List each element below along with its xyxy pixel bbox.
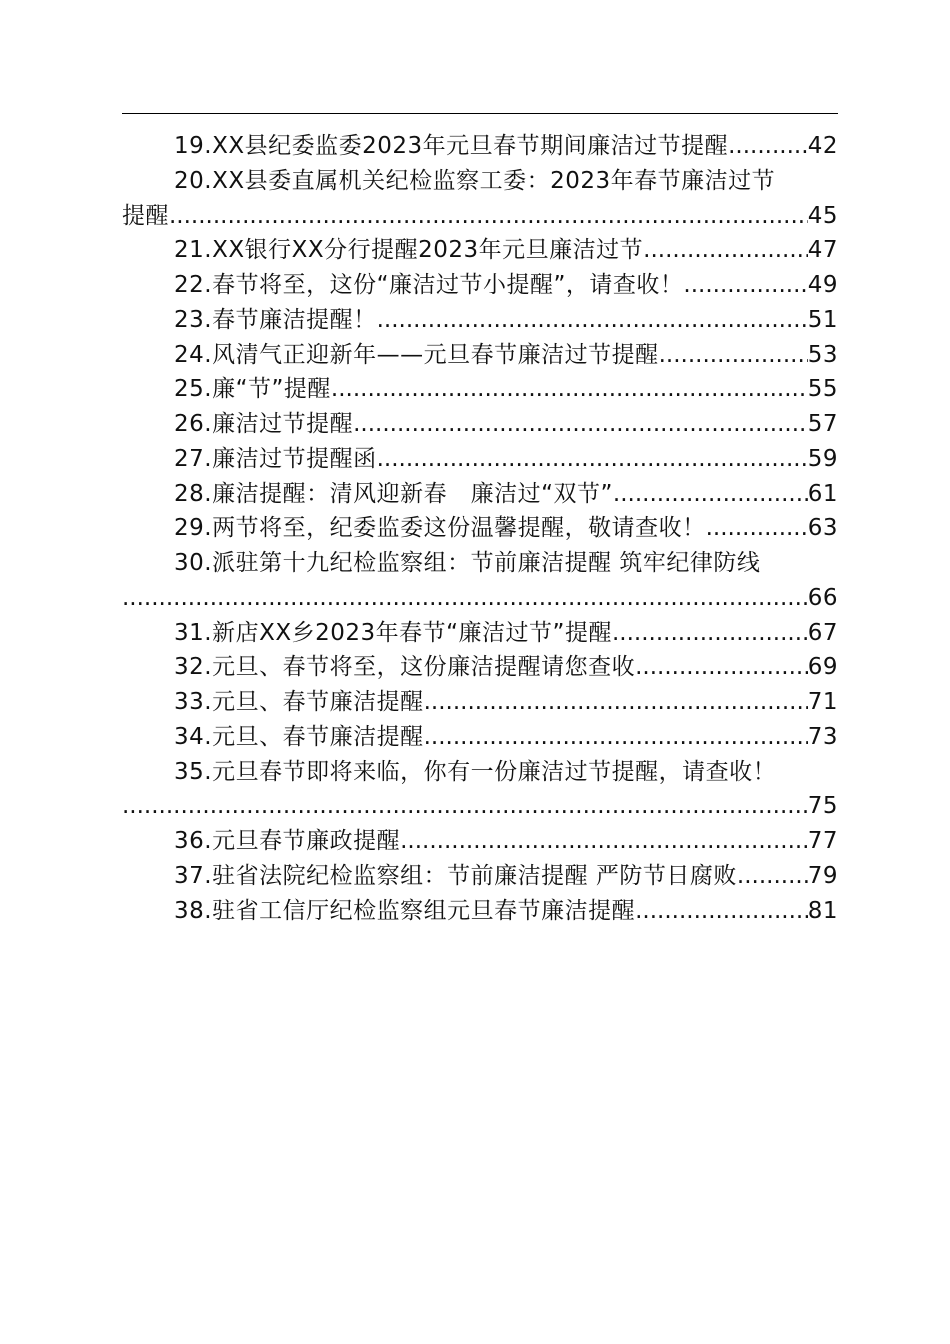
toc-entry[interactable]: [122, 511, 838, 546]
toc-entry-page: 81: [807, 897, 838, 924]
dot-leader: [737, 859, 808, 894]
toc-entry-page: 66: [807, 584, 838, 611]
dot-leader: [612, 616, 808, 651]
toc-entry-title: 36.元旦春节廉政提醒: [174, 828, 401, 854]
dot-leader: [400, 824, 808, 859]
toc-entry-page: 51: [807, 306, 838, 333]
toc-entry-title: 27.廉洁过节提醒函: [174, 445, 377, 472]
toc-entry[interactable]: [122, 685, 838, 720]
dot-leader: [377, 442, 808, 477]
toc-entry-title: 26.廉洁过节提醒: [174, 411, 354, 437]
toc-entry-title: 37.驻省法院纪检监察组：节前廉洁提醒 严防节日腐败: [174, 862, 737, 889]
dot-leader: [424, 685, 808, 720]
dot-leader: [706, 511, 808, 546]
dot-leader: [643, 233, 808, 268]
toc-entry-title: 24.风清气正迎新年——元旦春节廉洁过节提醒: [174, 341, 659, 368]
toc-entry[interactable]: [122, 129, 838, 164]
toc-entry-page: 47: [807, 237, 838, 264]
dot-leader: [635, 894, 808, 929]
toc-entry-title: 32.元旦、春节将至，这份廉洁提醒请您查收: [174, 654, 636, 681]
toc-entry-title: 31.新店XX乡2023年春节“廉洁过节”提醒: [174, 619, 612, 646]
toc-entry-title: 20.XX县委直属机关纪检监察工委：2023年春节廉洁过节: [174, 167, 776, 194]
toc-entry-title: 28.廉洁提醒：清风迎新春 廉洁过“双节”: [174, 480, 613, 507]
toc-entry-title: 34.元旦、春节廉洁提醒: [174, 723, 424, 750]
toc-entry-page: 63: [807, 515, 838, 542]
dot-leader: [728, 129, 808, 164]
toc-entry[interactable]: [122, 372, 838, 407]
dot-leader: [424, 720, 808, 755]
toc-entry-title: 35.元旦春节即将来临，你有一份廉洁过节提醒，请查收！: [174, 758, 777, 785]
toc-entry-page: 79: [807, 862, 838, 889]
toc-entry-page: 75: [807, 793, 838, 820]
toc-entry[interactable]: [122, 442, 838, 477]
table-of-contents: [122, 129, 838, 928]
toc-entry-title: 19.XX县纪委监委2023年元旦春节期间廉洁过节提醒: [174, 133, 729, 159]
toc-entry[interactable]: [122, 755, 838, 825]
dot-leader: [169, 199, 808, 234]
toc-entry[interactable]: [122, 164, 838, 234]
toc-entry-page: 49: [807, 272, 838, 298]
toc-entry[interactable]: [122, 303, 838, 338]
toc-entry[interactable]: [122, 616, 838, 651]
toc-entry-page: 59: [807, 445, 838, 472]
dot-leader: [683, 268, 807, 303]
toc-entry-page: 55: [807, 376, 838, 403]
toc-entry-page: 71: [807, 689, 838, 715]
toc-entry-page: 45: [807, 202, 838, 229]
toc-entry-page: 57: [807, 411, 838, 437]
dot-leader: [122, 789, 808, 824]
toc-entry-title: 29.两节将至，纪委监委这份温馨提醒，敬请查收！: [174, 515, 706, 542]
toc-entry-page: 73: [807, 723, 838, 750]
toc-entry-title: 30.派驻第十九纪检监察组：节前廉洁提醒 筑牢纪律防线: [174, 550, 761, 576]
toc-entry[interactable]: [122, 407, 838, 442]
toc-entry[interactable]: [122, 650, 838, 685]
toc-entry-page: 67: [807, 619, 838, 646]
toc-entry-page: 77: [807, 828, 838, 854]
dot-leader: [353, 407, 808, 442]
dot-leader: [331, 372, 808, 407]
toc-entry-title-continued: 提醒: [122, 202, 169, 229]
toc-entry-page: 69: [807, 654, 838, 681]
toc-entry-page: 53: [807, 341, 838, 368]
dot-leader: [613, 477, 808, 512]
toc-entry[interactable]: [122, 894, 838, 929]
toc-entry-page: 42: [807, 133, 838, 159]
toc-entry-title: 21.XX银行XX分行提醒2023年元旦廉洁过节: [174, 237, 644, 264]
header-rule: [122, 113, 838, 114]
toc-entry-title: 33.元旦、春节廉洁提醒: [174, 689, 424, 715]
toc-entry-title: 23.春节廉洁提醒！: [174, 306, 377, 333]
toc-entry[interactable]: [122, 233, 838, 268]
toc-entry[interactable]: [122, 824, 838, 859]
dot-leader: [122, 581, 808, 616]
toc-entry[interactable]: [122, 268, 838, 303]
toc-entry-title: 22.春节将至，这份“廉洁过节小提醒”，请查收！: [174, 272, 684, 298]
toc-entry[interactable]: [122, 859, 838, 894]
toc-entry[interactable]: [122, 477, 838, 512]
dot-leader: [377, 303, 808, 338]
toc-entry[interactable]: [122, 546, 838, 616]
dot-leader: [635, 650, 808, 685]
toc-entry[interactable]: [122, 720, 838, 755]
dot-leader: [659, 338, 808, 373]
toc-entry-title: 25.廉“节”提醒: [174, 376, 331, 403]
toc-entry-page: 61: [807, 480, 838, 507]
toc-entry[interactable]: [122, 338, 838, 373]
toc-entry-title: 38.驻省工信厅纪检监察组元旦春节廉洁提醒: [174, 897, 636, 924]
